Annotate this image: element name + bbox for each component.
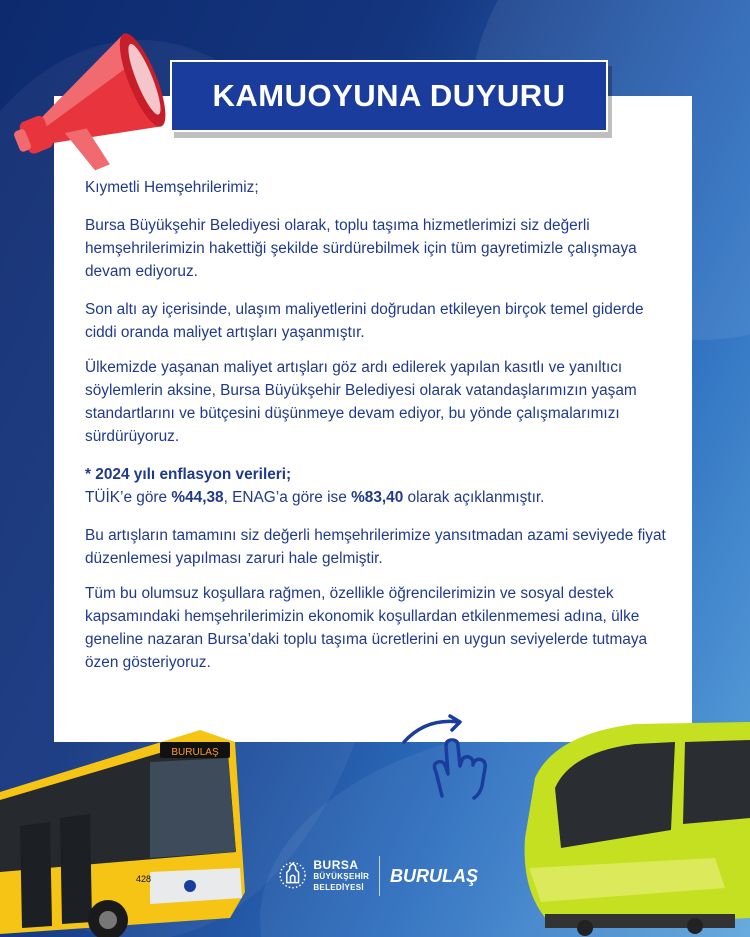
paragraph-2: Son altı ay içerisinde, ulaşım maliyetlerini doğrudan etkileyen birçok temel giderde ciddi oranda maliyet artışları yaşanmıştır. bbox=[85, 301, 644, 341]
inflation-block bbox=[85, 463, 675, 509]
announcement-title-box bbox=[170, 60, 608, 132]
paragraph-5: Tüm bu olumsuz koşullara rağmen, özellikle öğrencilerimizin ve sosyal destek kapsamındaki hemşehrilerimizin ekonomik koşullardan etkilenmemesi adına, ülke geneline nazaran Bursa’daki toplu taşıma ücretlerini en uygun seviyelerde tutmaya özen gösteriyoruz. bbox=[85, 585, 648, 671]
enag-prefix: , ENAG’a göre ise bbox=[223, 489, 352, 506]
paragraph-4: Bu artışların tamamını siz değerli hemşehrilerimize yansıtmadan azami seviyede fiyat düzenlemesi yapılması zaruri hale gelmiştir. bbox=[85, 527, 666, 567]
municipality-line-3: BELEDİYESİ bbox=[313, 882, 364, 892]
tuik-prefix: TÜİK’e göre bbox=[85, 489, 172, 506]
inflation-heading: * 2024 yılı enflasyon verileri; bbox=[85, 466, 292, 483]
paragraph-1: Bursa Büyükşehir Belediyesi olarak, toplu taşıma hizmetlerimizi siz değerli hemşehrilerimizin hakettiği şekilde sürdürebilmek için tüm gayretimizle çalışmaya devam ediyoruz. bbox=[85, 217, 637, 280]
greeting: Kıymetli Hemşehrilerimiz; bbox=[85, 179, 259, 196]
municipality-line-2: BÜYÜKŞEHİR bbox=[313, 871, 370, 881]
paragraph-3: Ülkemizde yaşanan maliyet artışları göz ardı edilerek yapılan kasıtlı ve yanıltıcı söylemlerin aksine, Bursa Büyükşehir Belediyesi olarak vatandaşlarımızın yaşam standartlarını ve bütçesini düşünmeye devam ediyor, bu yönde çalışmalarımızı sürdürüyoruz. bbox=[85, 359, 637, 445]
announcement-body bbox=[85, 176, 675, 689]
municipality-crest-icon bbox=[278, 851, 307, 901]
inflation-suffix: olarak açıklanmıştır. bbox=[403, 489, 545, 506]
tram-image bbox=[515, 718, 750, 937]
burulas-logo: BURULAŞ bbox=[390, 865, 478, 886]
bus-route-display: BURULAŞ bbox=[171, 747, 219, 758]
municipality-logo-text bbox=[313, 857, 370, 893]
footer-logos bbox=[278, 848, 478, 904]
page-title: KAMUOYUNA DUYURU bbox=[212, 78, 566, 113]
bus-image bbox=[0, 722, 245, 937]
bus-fleet-number: 428 bbox=[136, 874, 152, 884]
enag-value: %83,40 bbox=[351, 489, 404, 506]
tuik-value: %44,38 bbox=[171, 489, 224, 506]
municipality-line-1: BURSA bbox=[313, 857, 359, 872]
swipe-hand-icon bbox=[398, 712, 498, 802]
logo-divider bbox=[379, 856, 380, 896]
